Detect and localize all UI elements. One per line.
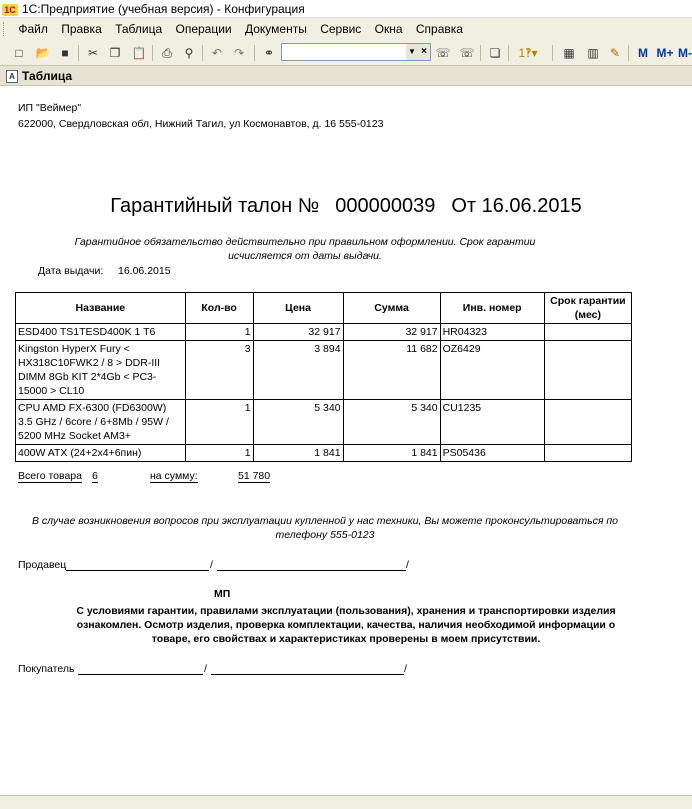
- column-header-sum: Сумма: [343, 293, 440, 324]
- column-header-qty: Кол-во: [185, 293, 253, 324]
- title-from-label: От: [451, 195, 477, 217]
- new-document-icon[interactable]: □: [15, 46, 23, 60]
- seller-signature-label: Продавец: [18, 559, 67, 571]
- cell-qty: 1: [185, 400, 253, 445]
- search-combo[interactable]: [281, 43, 431, 61]
- spreadsheet-document-icon: A: [6, 70, 18, 83]
- document-tab-title: Таблица: [22, 69, 73, 83]
- signature-slash: /: [406, 559, 409, 571]
- menu-service[interactable]: Сервис: [320, 22, 362, 36]
- cell-inventory: CU1235: [440, 400, 544, 445]
- window-title: 1С:Предприятие (учебная версия) - Конфигурация: [22, 2, 305, 16]
- total-items-label: Всего товара: [18, 470, 82, 482]
- cell-name: Kingston HyperX Fury < HX318C10FWK2 / 8 > DDR-III DIMM 8Gb KIT 2*4Gb < PC3-15000 > CL10: [16, 341, 186, 400]
- issue-date-value: 16.06.2015: [118, 265, 171, 277]
- cell-inventory: HR04323: [440, 324, 544, 341]
- seller-address: 622000, Свердловская обл, Нижний Тагил, ул Космонавтов, д. 16 555-0123: [18, 118, 384, 130]
- stamp-placeholder: МП: [214, 588, 231, 600]
- column-header-price: Цена: [253, 293, 343, 324]
- find-next-icon[interactable]: ☏: [459, 46, 475, 60]
- calculator-icon[interactable]: ▦: [563, 46, 575, 60]
- contact-line-1: В случае возникновения вопросов при эксплуатации купленной у нас техники, Вы можете проконсультироваться по: [31, 515, 619, 527]
- chevron-down-icon[interactable]: ▼: [406, 44, 418, 60]
- table-row: [16, 324, 632, 341]
- toolbar-separator: [152, 45, 153, 61]
- seller-name: ИП "Веймер": [18, 102, 82, 114]
- cell-price: 3 894: [253, 341, 343, 400]
- menu-windows[interactable]: Окна: [374, 22, 403, 36]
- windows-icon[interactable]: ❏: [489, 46, 501, 60]
- memory-minus-button[interactable]: M-: [678, 46, 692, 60]
- title-bar: [0, 0, 692, 18]
- table-header-row: [16, 293, 632, 324]
- menu-grip: [3, 22, 6, 36]
- memory-button[interactable]: M: [638, 46, 648, 60]
- column-header-inventory: Инв. номер: [440, 293, 544, 324]
- buyer-name-line: [211, 674, 404, 675]
- signature-slash: /: [204, 663, 207, 675]
- find-binoculars-icon[interactable]: ⚭: [263, 46, 275, 60]
- cell-warranty: [544, 445, 631, 462]
- table-row: [16, 341, 632, 400]
- signature-slash: /: [210, 559, 213, 571]
- help-1c-icon[interactable]: 1‽▾: [518, 46, 538, 60]
- toolbar-separator: [480, 45, 481, 61]
- horizontal-scrollbar[interactable]: [0, 795, 692, 809]
- document-tab-header: [0, 66, 692, 86]
- print-icon[interactable]: ⎙: [162, 46, 172, 60]
- seller-signature-line: [66, 570, 209, 571]
- cell-warranty: [544, 341, 631, 400]
- copy-icon[interactable]: ❐: [109, 46, 121, 60]
- clear-icon[interactable]: ×: [418, 44, 430, 60]
- cell-sum: 11 682: [343, 341, 440, 400]
- cell-qty: 1: [185, 324, 253, 341]
- toolbar-separator: [202, 45, 203, 61]
- total-sum-label: на сумму:: [150, 470, 198, 482]
- toolbar-separator: [254, 45, 255, 61]
- menu-operations[interactable]: Операции: [175, 22, 232, 36]
- toolbar-separator: [508, 45, 509, 61]
- menu-edit[interactable]: Правка: [61, 22, 102, 36]
- cell-qty: 3: [185, 341, 253, 400]
- total-items-value: 6: [92, 470, 98, 482]
- agreement-line-2: ознакомлен. Осмотр изделия, проверка комплектации, качества, наличия необходимой информации о: [76, 619, 616, 631]
- cell-inventory: PS05436: [440, 445, 544, 462]
- toolbar-separator: [552, 45, 553, 61]
- table-row: [16, 400, 632, 445]
- menu-file[interactable]: Файл: [18, 22, 48, 36]
- seller-name-line: [217, 570, 406, 571]
- open-folder-icon[interactable]: 📂: [35, 46, 51, 60]
- column-header-name: Название: [16, 293, 186, 324]
- agreement-line-1: С условиями гарантии, правилами эксплуатации (пользования), хранения и транспортировки изделия: [76, 605, 616, 617]
- preview-icon[interactable]: ⚲: [184, 46, 194, 60]
- app-logo-icon: 1С: [2, 4, 18, 16]
- undo-icon[interactable]: ↶: [211, 46, 223, 60]
- cut-icon[interactable]: ✂: [87, 46, 99, 60]
- goods-table: [15, 292, 632, 462]
- cell-price: 1 841: [253, 445, 343, 462]
- menu-help[interactable]: Справка: [415, 22, 463, 36]
- cell-warranty: [544, 324, 631, 341]
- cell-name: 400W ATX (24+2x4+6пин): [16, 445, 186, 462]
- total-sum-value: 51 780: [238, 470, 271, 482]
- cell-name: CPU AMD FX-6300 (FD6300W) 3.5 GHz / 6core / 6+8Mb / 95W / 5200 MHz Socket AM3+: [16, 400, 186, 445]
- warranty-date: 16.06.2015: [481, 195, 582, 217]
- menu-bar: [0, 18, 692, 40]
- paste-icon[interactable]: 📋: [131, 46, 147, 60]
- buyer-signature-label: Покупатель: [18, 663, 75, 675]
- cell-sum: 5 340: [343, 400, 440, 445]
- table-row: [16, 445, 632, 462]
- cell-sum: 32 917: [343, 324, 440, 341]
- notice-line-1: Гарантийное обязательство действительно при правильном оформлении. Срок гарантии: [74, 236, 536, 248]
- cell-qty: 1: [185, 445, 253, 462]
- toolbar-separator: [628, 45, 629, 61]
- column-header-warranty: Срок гарантии (мес): [544, 293, 631, 324]
- calendar-icon[interactable]: ▥: [587, 46, 599, 60]
- cell-price: 5 340: [253, 400, 343, 445]
- cell-inventory: OZ6429: [440, 341, 544, 400]
- cell-warranty: [544, 400, 631, 445]
- save-icon[interactable]: ■: [61, 46, 69, 60]
- edit-pencil-icon[interactable]: ✎: [609, 46, 621, 60]
- agreement-line-3: товаре, его свойствах и характеристиках проверены в моем присутствии.: [151, 633, 541, 645]
- notice-line-2: исчисляется от даты выдачи.: [228, 250, 382, 262]
- signature-slash: /: [404, 663, 407, 675]
- menu-table[interactable]: Таблица: [115, 22, 163, 36]
- page-title: [0, 195, 692, 218]
- contact-line-2: телефону 555-0123: [275, 529, 375, 541]
- menu-documents[interactable]: Документы: [244, 22, 307, 36]
- cell-price: 32 917: [253, 324, 343, 341]
- buyer-signature-line: [78, 674, 203, 675]
- warranty-number: 000000039: [335, 195, 436, 217]
- cell-sum: 1 841: [343, 445, 440, 462]
- redo-icon[interactable]: ↷: [233, 46, 245, 60]
- find-previous-icon[interactable]: ☏: [435, 46, 451, 60]
- title-label: Гарантийный талон №: [110, 195, 320, 217]
- toolbar-separator: [78, 45, 79, 61]
- issue-date-label: Дата выдачи:: [38, 265, 104, 277]
- cell-name: ESD400 TS1TESD400K 1 T6: [16, 324, 186, 341]
- memory-plus-button[interactable]: M+: [656, 46, 674, 60]
